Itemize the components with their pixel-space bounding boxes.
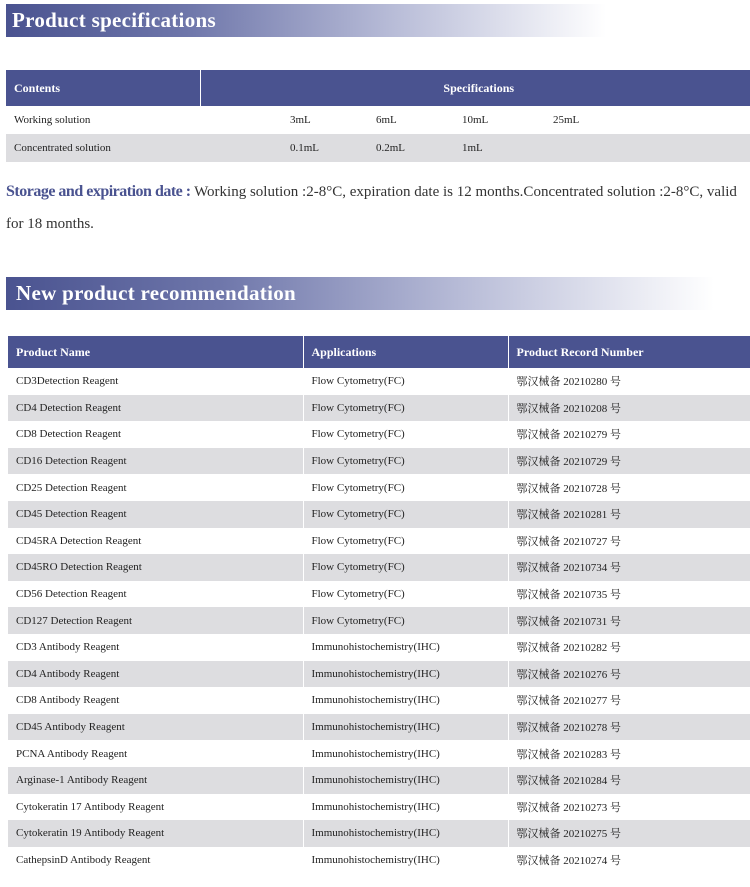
storage-text: Working solution :2-8°C, expiration date is 12 months.Concentrated solution :2-8°C, valid for 18 months.: [6, 184, 737, 232]
spec-row-label: Concentrated solution: [6, 134, 200, 162]
application-cell: Immunohistochemistry(IHC): [303, 634, 508, 661]
record-number-cell: 鄂汉械备 20210275 号: [508, 820, 750, 847]
record-number-cell: 鄂汉械备 20210277 号: [508, 687, 750, 714]
record-number-cell: 鄂汉械备 20210280 号: [508, 368, 750, 395]
spec-row-working-solution: [6, 106, 750, 134]
table-row: [8, 661, 750, 688]
header-contents: Contents: [6, 70, 200, 106]
product-name-cell: CD8 Detection Reagent: [8, 421, 303, 448]
record-number-cell: 鄂汉械备 20210282 号: [508, 634, 750, 661]
spec-row-concentrated-solution: [6, 134, 750, 162]
application-cell: Flow Cytometry(FC): [303, 474, 508, 501]
table-row: [8, 634, 750, 661]
table-row: [8, 421, 750, 448]
product-name-cell: CD8 Antibody Reagent: [8, 687, 303, 714]
table-row: [8, 740, 750, 767]
product-name-cell: PCNA Antibody Reagent: [8, 740, 303, 767]
table-row: [8, 820, 750, 847]
storage-expiration-paragraph: [6, 176, 746, 240]
record-number-cell: 鄂汉械备 20210273 号: [508, 794, 750, 821]
record-number-cell: 鄂汉械备 20210735 号: [508, 581, 750, 608]
spec-value: 6mL: [370, 106, 456, 134]
product-name-cell: CD16 Detection Reagent: [8, 448, 303, 475]
product-table-body: [8, 368, 750, 873]
product-recommendation-table: [8, 336, 750, 873]
product-name-cell: Cytokeratin 17 Antibody Reagent: [8, 794, 303, 821]
header-applications: Applications: [303, 336, 508, 368]
table-row: [8, 395, 750, 422]
product-name-cell: CD4 Antibody Reagent: [8, 661, 303, 688]
record-number-cell: 鄂汉械备 20210281 号: [508, 501, 750, 528]
table-row: [8, 714, 750, 741]
application-cell: Immunohistochemistry(IHC): [303, 794, 508, 821]
product-name-cell: CD3 Antibody Reagent: [8, 634, 303, 661]
spec-header-row: [6, 70, 750, 106]
product-name-cell: CD45 Detection Reagent: [8, 501, 303, 528]
application-cell: Flow Cytometry(FC): [303, 368, 508, 395]
spec-row-label: Working solution: [6, 106, 200, 134]
spec-value: 3mL: [284, 106, 370, 134]
application-cell: Immunohistochemistry(IHC): [303, 714, 508, 741]
spec-value: [200, 106, 284, 134]
product-header-row: [8, 336, 750, 368]
record-number-cell: 鄂汉械备 20210284 号: [508, 767, 750, 794]
product-name-cell: CD25 Detection Reagent: [8, 474, 303, 501]
application-cell: Immunohistochemistry(IHC): [303, 661, 508, 688]
header-product-name: Product Name: [8, 336, 303, 368]
application-cell: Flow Cytometry(FC): [303, 501, 508, 528]
table-row: [8, 554, 750, 581]
spec-value: [200, 134, 284, 162]
product-name-cell: Arginase-1 Antibody Reagent: [8, 767, 303, 794]
table-row: [8, 474, 750, 501]
product-name-cell: CathepsinD Antibody Reagent: [8, 847, 303, 874]
application-cell: Flow Cytometry(FC): [303, 448, 508, 475]
record-number-cell: 鄂汉械备 20210728 号: [508, 474, 750, 501]
table-row: [8, 581, 750, 608]
product-name-cell: CD45 Antibody Reagent: [8, 714, 303, 741]
record-number-cell: 鄂汉械备 20210274 号: [508, 847, 750, 874]
record-number-cell: 鄂汉械备 20210279 号: [508, 421, 750, 448]
application-cell: Flow Cytometry(FC): [303, 395, 508, 422]
application-cell: Immunohistochemistry(IHC): [303, 687, 508, 714]
product-name-cell: CD4 Detection Reagent: [8, 395, 303, 422]
spec-value: 25mL: [547, 106, 750, 134]
application-cell: Immunohistochemistry(IHC): [303, 740, 508, 767]
application-cell: Immunohistochemistry(IHC): [303, 847, 508, 874]
table-row: [8, 607, 750, 634]
product-name-cell: CD3Detection Reagent: [8, 368, 303, 395]
table-row: [8, 528, 750, 555]
record-number-cell: 鄂汉械备 20210278 号: [508, 714, 750, 741]
spec-value: 0.1mL: [284, 134, 370, 162]
record-number-cell: 鄂汉械备 20210729 号: [508, 448, 750, 475]
product-name-cell: CD127 Detection Reagent: [8, 607, 303, 634]
table-row: [8, 767, 750, 794]
record-number-cell: 鄂汉械备 20210208 号: [508, 395, 750, 422]
product-name-cell: Cytokeratin 19 Antibody Reagent: [8, 820, 303, 847]
table-row: [8, 847, 750, 874]
application-cell: Flow Cytometry(FC): [303, 607, 508, 634]
table-row: [8, 501, 750, 528]
product-name-cell: CD45RA Detection Reagent: [8, 528, 303, 555]
record-number-cell: 鄂汉械备 20210727 号: [508, 528, 750, 555]
spec-value: [547, 134, 750, 162]
application-cell: Flow Cytometry(FC): [303, 581, 508, 608]
application-cell: Flow Cytometry(FC): [303, 421, 508, 448]
table-row: [8, 687, 750, 714]
new-product-recommendation-banner: [6, 277, 714, 310]
section-title-specifications: Product specifications: [12, 8, 216, 32]
spec-value: 0.2mL: [370, 134, 456, 162]
record-number-cell: 鄂汉械备 20210283 号: [508, 740, 750, 767]
product-specifications-banner: [6, 4, 606, 37]
header-specifications: Specifications: [200, 70, 750, 106]
product-name-cell: CD56 Detection Reagent: [8, 581, 303, 608]
application-cell: Immunohistochemistry(IHC): [303, 767, 508, 794]
application-cell: Flow Cytometry(FC): [303, 528, 508, 555]
product-name-cell: CD45RO Detection Reagent: [8, 554, 303, 581]
table-row: [8, 794, 750, 821]
specifications-table: [6, 70, 750, 162]
header-record-number: Product Record Number: [508, 336, 750, 368]
record-number-cell: 鄂汉械备 20210276 号: [508, 661, 750, 688]
section-title-recommendation: New product recommendation: [16, 281, 296, 305]
application-cell: Flow Cytometry(FC): [303, 554, 508, 581]
table-row: [8, 368, 750, 395]
storage-label: Storage and expiration date :: [6, 183, 191, 200]
record-number-cell: 鄂汉械备 20210734 号: [508, 554, 750, 581]
spec-value: 10mL: [456, 106, 547, 134]
table-row: [8, 448, 750, 475]
record-number-cell: 鄂汉械备 20210731 号: [508, 607, 750, 634]
spec-value: 1mL: [456, 134, 547, 162]
application-cell: Immunohistochemistry(IHC): [303, 820, 508, 847]
